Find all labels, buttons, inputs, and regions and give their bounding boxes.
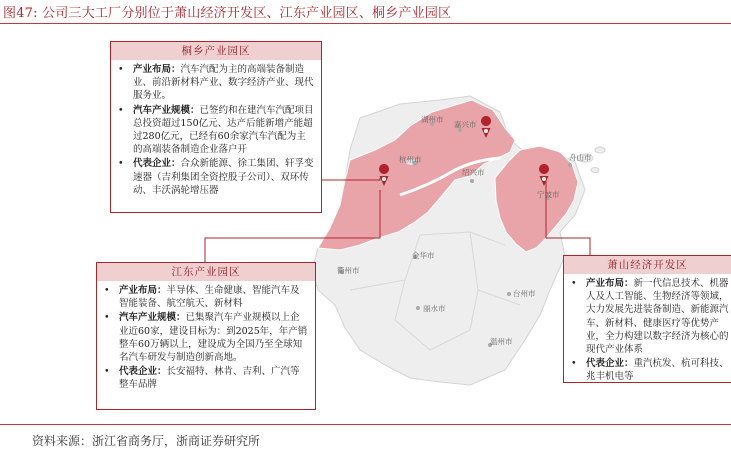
list-item: • 代表企业：合众新能源、徐工集团、轩孚变速器（吉利集团全资控股子公司）、双环传动、丰沃涡轮增压器 [115,157,315,197]
list-item: • 产业布局：半导体、生命健康、智能汽车及智能装备、航空航天、新材料 [101,284,309,310]
city-label: 金华市 [412,251,435,260]
figure-title: 图47: 公司三大工厂分别位于萧山经济开发区、江东产业园区、桐乡产业园区 [3,6,452,21]
city-label: 杭州市 [399,155,422,164]
zhoushan-island [595,147,605,153]
city-label: 宁波市 [537,190,560,199]
source-note: 资料来源：浙江省商务厅，浙商证券研究所 [32,434,261,448]
city-label: 舟山市 [569,153,592,162]
list-item: • 产业布局：新一代信息技术、机器人及人工智能、生物经济等领域，大力发展先进装备制造、新能源汽车、新材料、健康医疗等优势产业，全力构建以数字经济为核心的现代产业体系 [568,277,731,356]
city-label: 丽水市 [423,304,446,313]
list-item: • 代表企业：长安福特、林肯、吉利、广汽等整车品牌 [101,365,309,391]
jiangdong-box-title: 江东产业园区 [97,263,315,281]
jiangdong-info-box [96,262,316,410]
list-item: • 汽车产业规模：已集聚汽车产业规模以上企业近60家，建设目标为：到2025年，年产销整车60万辆以上，建设成为全国乃至全球知名汽车研发与制造创新高地。 [101,311,309,364]
bottom-rule [0,424,731,425]
city-label: 温州市 [490,337,513,346]
xiaoshan-box-title: 萧山经济开发区 [564,256,731,274]
tongxiang-info-box [110,41,322,213]
zhoushan-island [591,168,599,173]
list-item: • 产业布局：汽车汽配为主的高端装备制造业、前沿新材料产业、数字经济产业、现代服务业。 [115,63,315,103]
city-label: 湖州市 [421,115,444,124]
tongxiang-box-title: 桐乡产业园区 [111,42,321,60]
list-item: • 汽车产业规模：已签约和在建汽车汽配项目总投资超过150亿元、达产后能新增产能超过280亿元，已经有60余家汽车汽配为主的高端装备制造企业落户开 [115,104,315,157]
city-label: 绍兴市 [462,168,485,177]
xiaoshan-info-box [563,255,731,383]
list-item: • 代表企业：重汽杭发、杭可科技、兆丰机电等 [568,357,731,383]
city-label: 衢州市 [337,266,360,275]
city-label: 台州市 [513,289,536,298]
city-label: 嘉兴市 [454,120,477,129]
